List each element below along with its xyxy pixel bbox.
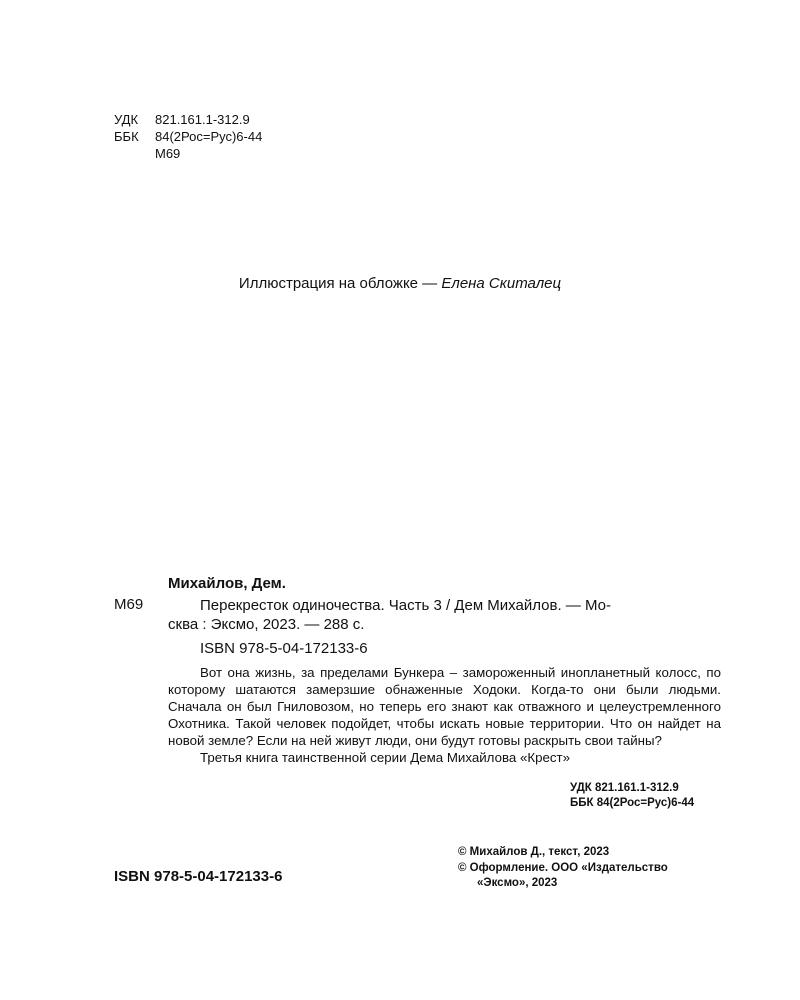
udk-bottom: УДК 821.161.1-312.9	[570, 782, 679, 794]
bbk-row	[114, 128, 262, 145]
udk-value: 821.161.1-312.9	[155, 112, 250, 127]
catalog-record	[168, 596, 721, 634]
bbk-label: ББК	[114, 129, 139, 144]
illustration-credit	[0, 275, 800, 292]
annotation-paragraph-1: Вот она жизнь, за пределами Бункера – замороженный инопланетный колосс, по которому шатаются замерзшие обнаженные Ходоки. Когда-то они были людьми. Сначала он был Гниловозом, но теперь его знают как отважного и целеустремленного Охотника. Такой человек подойдет, чтобы искать новые территории. Что он найдет на новой земле? Если на ней живут люди, они будут готовы раскрыть свои тайны?	[168, 665, 721, 748]
classification-bottom	[570, 781, 694, 811]
illustration-prefix: Иллюстрация на обложке —	[238, 275, 442, 292]
author-mark-row	[114, 145, 180, 162]
isbn-bottom: ISBN 978-5-04-172133-6	[114, 868, 283, 885]
catalog-code: М69	[114, 596, 144, 613]
bbk-bottom: ББК 84(2Рос=Рус)6-44	[570, 797, 695, 809]
udk-label: УДК	[114, 112, 139, 127]
copyright-line-1: © Михайлов Д., текст, 2023	[458, 846, 610, 858]
copyright-line-3: «Эксмо», 2023	[477, 877, 558, 889]
copyright-block	[458, 845, 668, 892]
author-mark: М69	[155, 146, 181, 161]
annotation-paragraph-2: Третья книга таинственной серии Дема Михайлова «Крест»	[200, 750, 571, 765]
record-line-2: сква : Эксмо, 2023. — 288 с.	[168, 616, 365, 633]
record-line-1: Перекресток одиночества. Часть 3 / Дем Михайлов. — Мо-	[200, 597, 611, 614]
catalog-isbn: ISBN 978-5-04-172133-6	[200, 640, 368, 657]
annotation	[168, 664, 721, 766]
illustration-artist: Елена Скиталец	[441, 275, 562, 292]
catalog-author: Михайлов, Дем.	[168, 575, 286, 592]
bbk-value: 84(2Рос=Рус)6-44	[155, 129, 263, 144]
copyright-line-2: © Оформление. ООО «Издательство	[458, 861, 668, 874]
udk-row	[114, 111, 250, 128]
